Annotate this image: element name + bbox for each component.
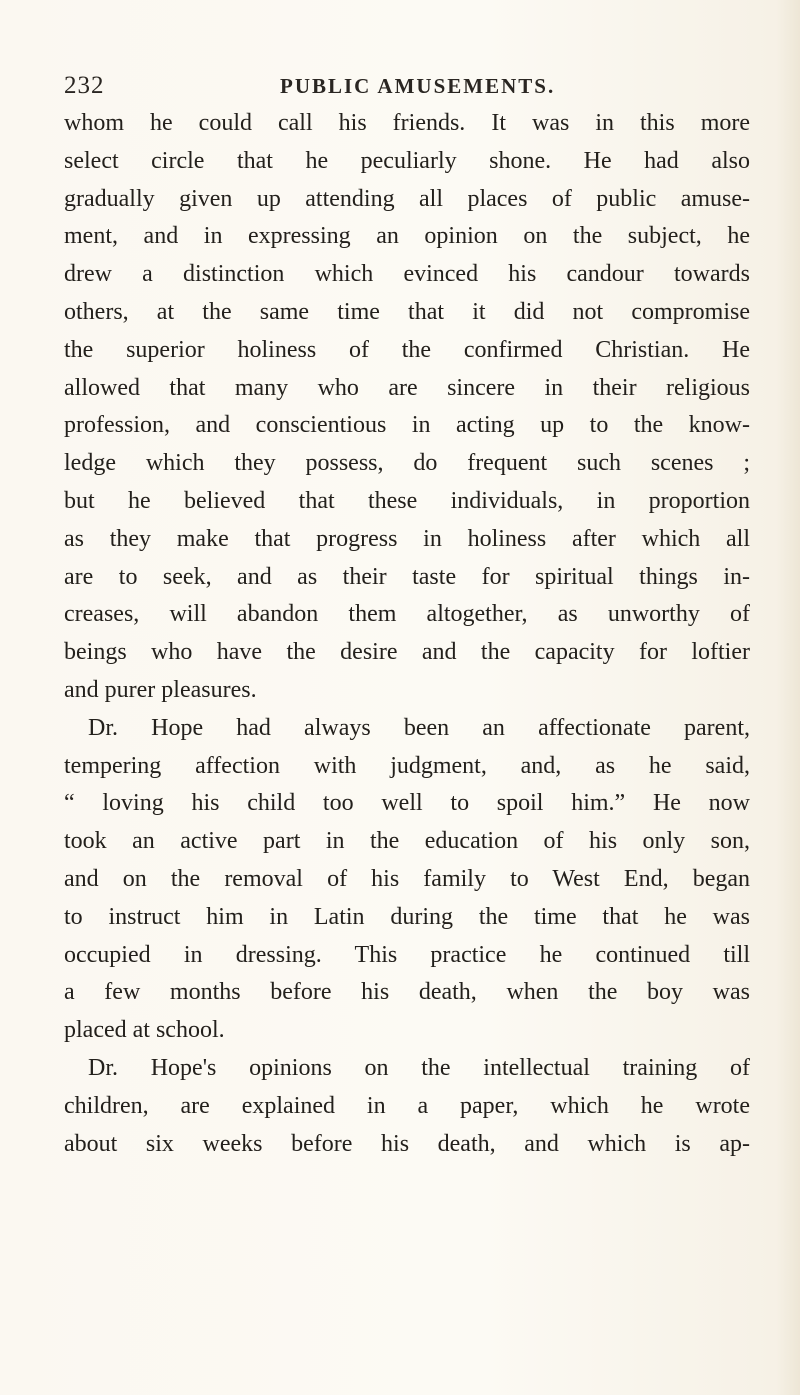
- text-line: and on the removal of his family to West End, began: [64, 865, 750, 892]
- text-line: took an active part in the education of his only son,: [64, 828, 750, 855]
- text-line: gradually given up attending all places of public amuse-: [64, 185, 750, 212]
- text-line: tempering affection with judgment, and, as he said,: [64, 752, 750, 779]
- text-line: select circle that he peculiarly shone. He had also: [64, 147, 750, 174]
- text-line: and purer pleasures.: [64, 676, 257, 703]
- running-head: PUBLIC AMUSEMENTS.: [280, 74, 556, 98]
- text-line: profession, and conscientious in acting up to the know-: [64, 412, 750, 439]
- text-line: others, at the same time that it did not compromise: [64, 298, 750, 325]
- text-line: creases, will abandon them altogether, as unworthy of: [64, 601, 750, 628]
- text-line: allowed that many who are sincere in their religious: [64, 374, 750, 401]
- text-line: Dr. Hope's opinions on the intellectual training of: [88, 1054, 750, 1081]
- text-line: a few months before his death, when the boy was: [64, 979, 750, 1006]
- text-line: placed at school.: [64, 1017, 225, 1044]
- page-number: 232: [64, 72, 105, 99]
- text-line: whom he could call his friends. It was in this more: [64, 110, 750, 136]
- text-line: to instruct him in Latin during the time that he was: [64, 903, 750, 930]
- text-line: Dr. Hope had always been an affectionate parent,: [88, 714, 750, 741]
- text-line: children, are explained in a paper, which he wrote: [64, 1092, 750, 1119]
- text-line: ledge which they possess, do frequent such scenes ;: [64, 450, 750, 477]
- text-line: are to seek, and as their taste for spiritual things in-: [64, 563, 750, 590]
- text-line: as they make that progress in holiness after which all: [64, 525, 750, 552]
- body-text: [64, 105, 750, 1163]
- text-line: the superior holiness of the confirmed Christian. He: [64, 336, 750, 363]
- text-line: drew a distinction which evinced his candour towards: [64, 261, 750, 288]
- text-line: beings who have the desire and the capacity for loftier: [64, 639, 750, 666]
- text-line: ment, and in expressing an opinion on the subject, he: [64, 223, 750, 250]
- text-line: about six weeks before his death, and which is ap-: [64, 1130, 750, 1157]
- text-line: occupied in dressing. This practice he continued till: [64, 941, 750, 968]
- text-line: but he believed that these individuals, in proportion: [64, 487, 750, 514]
- text-line: “ loving his child too well to spoil him.” He now: [64, 790, 750, 817]
- page-header: [64, 72, 742, 108]
